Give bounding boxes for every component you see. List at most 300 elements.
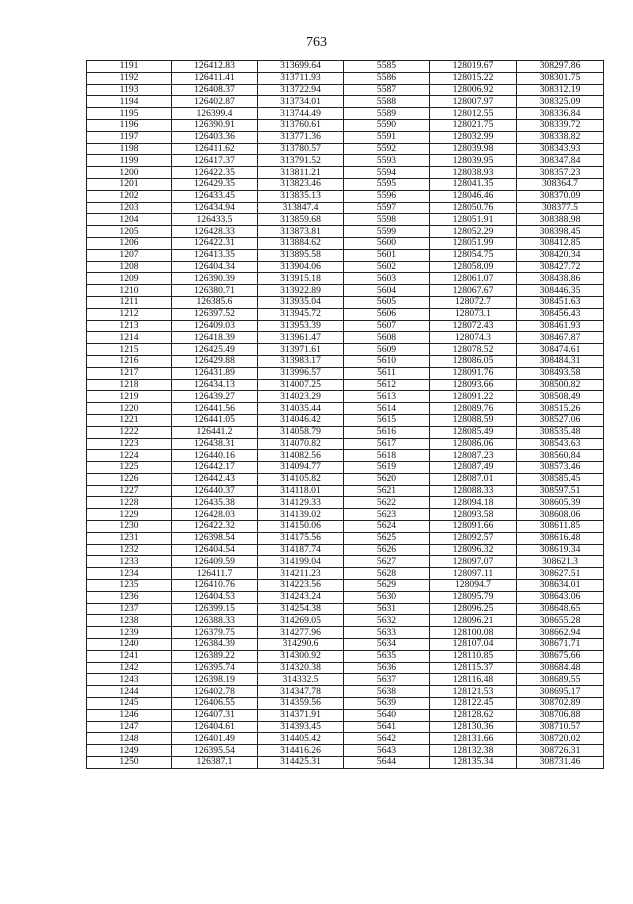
- left-point-number-cell: 1229: [87, 509, 172, 521]
- left-point-number-cell: 1226: [87, 473, 172, 485]
- right-y-coordinate-cell: 308398.45: [517, 226, 604, 238]
- right-x-coordinate-cell: 128021.75: [430, 119, 517, 131]
- left-x-coordinate-cell: 126429.88: [172, 355, 258, 367]
- right-point-number-cell: 5642: [344, 733, 430, 745]
- right-y-coordinate-cell: 308527.06: [517, 414, 604, 426]
- right-x-coordinate-cell: 128086.06: [430, 438, 517, 450]
- left-point-number-cell: 1200: [87, 167, 172, 179]
- left-point-number-cell: 1232: [87, 544, 172, 556]
- right-point-number-cell: 5614: [344, 403, 430, 415]
- left-y-coordinate-cell: 314094.77: [258, 462, 344, 474]
- right-y-coordinate-cell: 308643.06: [517, 591, 604, 603]
- left-y-coordinate-cell: 313961.47: [258, 332, 344, 344]
- left-y-coordinate-cell: 313884.62: [258, 237, 344, 249]
- right-point-number-cell: 5601: [344, 249, 430, 261]
- left-x-coordinate-cell: 126442.17: [172, 462, 258, 474]
- table-row: [87, 497, 604, 509]
- left-x-coordinate-cell: 126390.39: [172, 273, 258, 285]
- left-point-number-cell: 1219: [87, 391, 172, 403]
- right-point-number-cell: 5593: [344, 155, 430, 167]
- left-x-coordinate-cell: 126402.87: [172, 96, 258, 108]
- coordinates-table-body: [87, 61, 604, 769]
- table-row: [87, 379, 604, 391]
- left-y-coordinate-cell: 314243.24: [258, 591, 344, 603]
- left-y-coordinate-cell: 313873.81: [258, 226, 344, 238]
- left-y-coordinate-cell: 313811.21: [258, 167, 344, 179]
- right-point-number-cell: 5594: [344, 167, 430, 179]
- left-x-coordinate-cell: 126411.41: [172, 72, 258, 84]
- right-x-coordinate-cell: 128015.22: [430, 72, 517, 84]
- right-point-number-cell: 5617: [344, 438, 430, 450]
- left-x-coordinate-cell: 126422.31: [172, 237, 258, 249]
- right-x-coordinate-cell: 128097.07: [430, 556, 517, 568]
- right-y-coordinate-cell: 308619.34: [517, 544, 604, 556]
- left-point-number-cell: 1204: [87, 214, 172, 226]
- table-row: [87, 332, 604, 344]
- table-row: [87, 568, 604, 580]
- left-point-number-cell: 1192: [87, 72, 172, 84]
- right-x-coordinate-cell: 128038.93: [430, 167, 517, 179]
- left-point-number-cell: 1227: [87, 485, 172, 497]
- right-y-coordinate-cell: 308347.84: [517, 155, 604, 167]
- left-x-coordinate-cell: 126410.76: [172, 580, 258, 592]
- left-x-coordinate-cell: 126406.55: [172, 698, 258, 710]
- right-point-number-cell: 5588: [344, 96, 430, 108]
- left-y-coordinate-cell: 313711.93: [258, 72, 344, 84]
- right-x-coordinate-cell: 128085.49: [430, 426, 517, 438]
- left-x-coordinate-cell: 126431.89: [172, 367, 258, 379]
- table-row: [87, 131, 604, 143]
- right-point-number-cell: 5598: [344, 214, 430, 226]
- left-x-coordinate-cell: 126428.33: [172, 226, 258, 238]
- left-y-coordinate-cell: 313734.01: [258, 96, 344, 108]
- left-point-number-cell: 1211: [87, 296, 172, 308]
- right-y-coordinate-cell: 308456.43: [517, 308, 604, 320]
- table-row: [87, 426, 604, 438]
- right-point-number-cell: 5589: [344, 108, 430, 120]
- left-point-number-cell: 1221: [87, 414, 172, 426]
- left-x-coordinate-cell: 126441.05: [172, 414, 258, 426]
- left-y-coordinate-cell: 313904.06: [258, 261, 344, 273]
- right-y-coordinate-cell: 308325.09: [517, 96, 604, 108]
- left-x-coordinate-cell: 126387.1: [172, 757, 258, 769]
- right-y-coordinate-cell: 308726.31: [517, 745, 604, 757]
- right-x-coordinate-cell: 128092.57: [430, 532, 517, 544]
- left-x-coordinate-cell: 126398.54: [172, 532, 258, 544]
- right-x-coordinate-cell: 128130.36: [430, 721, 517, 733]
- table-row: [87, 237, 604, 249]
- right-point-number-cell: 5587: [344, 84, 430, 96]
- right-x-coordinate-cell: 128096.25: [430, 603, 517, 615]
- right-point-number-cell: 5636: [344, 662, 430, 674]
- right-x-coordinate-cell: 128051.91: [430, 214, 517, 226]
- left-point-number-cell: 1235: [87, 580, 172, 592]
- left-y-coordinate-cell: 314211.23: [258, 568, 344, 580]
- left-x-coordinate-cell: 126413.35: [172, 249, 258, 261]
- left-y-coordinate-cell: 313823.46: [258, 178, 344, 190]
- left-x-coordinate-cell: 126404.54: [172, 544, 258, 556]
- right-y-coordinate-cell: 308634.01: [517, 580, 604, 592]
- table-row: [87, 450, 604, 462]
- right-point-number-cell: 5626: [344, 544, 430, 556]
- table-row: [87, 650, 604, 662]
- right-y-coordinate-cell: 308461.93: [517, 320, 604, 332]
- left-point-number-cell: 1240: [87, 639, 172, 651]
- left-y-coordinate-cell: 313699.64: [258, 61, 344, 73]
- right-x-coordinate-cell: 128110.85: [430, 650, 517, 662]
- right-x-coordinate-cell: 128096.21: [430, 615, 517, 627]
- left-point-number-cell: 1206: [87, 237, 172, 249]
- left-point-number-cell: 1222: [87, 426, 172, 438]
- left-x-coordinate-cell: 126409.59: [172, 556, 258, 568]
- right-point-number-cell: 5595: [344, 178, 430, 190]
- table-row: [87, 214, 604, 226]
- right-point-number-cell: 5633: [344, 627, 430, 639]
- right-y-coordinate-cell: 308684.48: [517, 662, 604, 674]
- left-y-coordinate-cell: 313996.57: [258, 367, 344, 379]
- table-row: [87, 61, 604, 73]
- right-x-coordinate-cell: 128116.48: [430, 674, 517, 686]
- right-y-coordinate-cell: 308655.28: [517, 615, 604, 627]
- right-y-coordinate-cell: 308702.89: [517, 698, 604, 710]
- left-y-coordinate-cell: 314300.92: [258, 650, 344, 662]
- right-point-number-cell: 5627: [344, 556, 430, 568]
- left-y-coordinate-cell: 313771.36: [258, 131, 344, 143]
- right-x-coordinate-cell: 128086.05: [430, 355, 517, 367]
- left-point-number-cell: 1191: [87, 61, 172, 73]
- left-x-coordinate-cell: 126441.56: [172, 403, 258, 415]
- table-row: [87, 438, 604, 450]
- right-point-number-cell: 5623: [344, 509, 430, 521]
- right-y-coordinate-cell: 308451.63: [517, 296, 604, 308]
- left-y-coordinate-cell: 314187.74: [258, 544, 344, 556]
- table-row: [87, 674, 604, 686]
- page-number: 763: [306, 35, 327, 50]
- left-y-coordinate-cell: 314175.56: [258, 532, 344, 544]
- right-x-coordinate-cell: 128039.95: [430, 155, 517, 167]
- left-x-coordinate-cell: 126407.31: [172, 709, 258, 721]
- table-row: [87, 143, 604, 155]
- right-point-number-cell: 5607: [344, 320, 430, 332]
- table-row: [87, 721, 604, 733]
- left-y-coordinate-cell: 314332.5: [258, 674, 344, 686]
- right-point-number-cell: 5585: [344, 61, 430, 73]
- table-row: [87, 249, 604, 261]
- right-x-coordinate-cell: 128122.45: [430, 698, 517, 710]
- right-point-number-cell: 5596: [344, 190, 430, 202]
- table-row: [87, 367, 604, 379]
- left-x-coordinate-cell: 126434.13: [172, 379, 258, 391]
- left-x-coordinate-cell: 126379.75: [172, 627, 258, 639]
- right-y-coordinate-cell: 308616.48: [517, 532, 604, 544]
- left-x-coordinate-cell: 126390.91: [172, 119, 258, 131]
- right-y-coordinate-cell: 308535.48: [517, 426, 604, 438]
- left-point-number-cell: 1213: [87, 320, 172, 332]
- right-point-number-cell: 5624: [344, 521, 430, 533]
- table-row: [87, 698, 604, 710]
- right-y-coordinate-cell: 308343.93: [517, 143, 604, 155]
- table-row: [87, 414, 604, 426]
- right-y-coordinate-cell: 308493.58: [517, 367, 604, 379]
- right-point-number-cell: 5635: [344, 650, 430, 662]
- right-point-number-cell: 5611: [344, 367, 430, 379]
- right-y-coordinate-cell: 308357.23: [517, 167, 604, 179]
- table-row: [87, 521, 604, 533]
- left-point-number-cell: 1202: [87, 190, 172, 202]
- left-point-number-cell: 1198: [87, 143, 172, 155]
- table-row: [87, 639, 604, 651]
- right-x-coordinate-cell: 128019.67: [430, 61, 517, 73]
- right-point-number-cell: 5621: [344, 485, 430, 497]
- right-point-number-cell: 5640: [344, 709, 430, 721]
- left-point-number-cell: 1201: [87, 178, 172, 190]
- left-y-coordinate-cell: 314082.56: [258, 450, 344, 462]
- left-point-number-cell: 1234: [87, 568, 172, 580]
- table-row: [87, 285, 604, 297]
- right-y-coordinate-cell: 308611.85: [517, 521, 604, 533]
- right-x-coordinate-cell: 128093.58: [430, 509, 517, 521]
- left-point-number-cell: 1237: [87, 603, 172, 615]
- right-x-coordinate-cell: 128094.18: [430, 497, 517, 509]
- right-y-coordinate-cell: 308706.88: [517, 709, 604, 721]
- left-y-coordinate-cell: 314199.04: [258, 556, 344, 568]
- table-row: [87, 757, 604, 769]
- left-point-number-cell: 1208: [87, 261, 172, 273]
- right-y-coordinate-cell: 308388.98: [517, 214, 604, 226]
- right-point-number-cell: 5600: [344, 237, 430, 249]
- right-y-coordinate-cell: 308446.35: [517, 285, 604, 297]
- left-y-coordinate-cell: 314359.56: [258, 698, 344, 710]
- left-x-coordinate-cell: 126433.45: [172, 190, 258, 202]
- left-y-coordinate-cell: 314105.82: [258, 473, 344, 485]
- left-x-coordinate-cell: 126408.37: [172, 84, 258, 96]
- right-x-coordinate-cell: 128107.04: [430, 639, 517, 651]
- table-row: [87, 544, 604, 556]
- left-point-number-cell: 1228: [87, 497, 172, 509]
- left-x-coordinate-cell: 126404.53: [172, 591, 258, 603]
- right-y-coordinate-cell: 308336.84: [517, 108, 604, 120]
- right-y-coordinate-cell: 308370.09: [517, 190, 604, 202]
- left-point-number-cell: 1216: [87, 355, 172, 367]
- left-point-number-cell: 1231: [87, 532, 172, 544]
- right-point-number-cell: 5602: [344, 261, 430, 273]
- right-y-coordinate-cell: 308695.17: [517, 686, 604, 698]
- table-row: [87, 296, 604, 308]
- left-y-coordinate-cell: 314058.79: [258, 426, 344, 438]
- left-point-number-cell: 1197: [87, 131, 172, 143]
- left-y-coordinate-cell: 314254.38: [258, 603, 344, 615]
- left-x-coordinate-cell: 126435.38: [172, 497, 258, 509]
- left-point-number-cell: 1224: [87, 450, 172, 462]
- right-x-coordinate-cell: 128054.75: [430, 249, 517, 261]
- left-x-coordinate-cell: 126388.33: [172, 615, 258, 627]
- left-x-coordinate-cell: 126411.62: [172, 143, 258, 155]
- right-y-coordinate-cell: 308543.63: [517, 438, 604, 450]
- left-x-coordinate-cell: 126442.43: [172, 473, 258, 485]
- right-y-coordinate-cell: 308731.46: [517, 757, 604, 769]
- right-x-coordinate-cell: 128096.32: [430, 544, 517, 556]
- left-y-coordinate-cell: 314393.45: [258, 721, 344, 733]
- left-y-coordinate-cell: 313760.61: [258, 119, 344, 131]
- left-point-number-cell: 1193: [87, 84, 172, 96]
- table-row: [87, 532, 604, 544]
- left-point-number-cell: 1223: [87, 438, 172, 450]
- right-point-number-cell: 5610: [344, 355, 430, 367]
- left-y-coordinate-cell: 313791.52: [258, 155, 344, 167]
- right-y-coordinate-cell: 308484.31: [517, 355, 604, 367]
- left-point-number-cell: 1220: [87, 403, 172, 415]
- left-y-coordinate-cell: 313971.61: [258, 344, 344, 356]
- right-point-number-cell: 5615: [344, 414, 430, 426]
- left-point-number-cell: 1230: [87, 521, 172, 533]
- left-point-number-cell: 1215: [87, 344, 172, 356]
- left-point-number-cell: 1195: [87, 108, 172, 120]
- left-y-coordinate-cell: 313983.17: [258, 355, 344, 367]
- left-point-number-cell: 1194: [87, 96, 172, 108]
- left-x-coordinate-cell: 126398.19: [172, 674, 258, 686]
- left-point-number-cell: 1214: [87, 332, 172, 344]
- right-point-number-cell: 5590: [344, 119, 430, 131]
- right-x-coordinate-cell: 128088.33: [430, 485, 517, 497]
- left-y-coordinate-cell: 314269.05: [258, 615, 344, 627]
- right-point-number-cell: 5639: [344, 698, 430, 710]
- left-point-number-cell: 1238: [87, 615, 172, 627]
- right-y-coordinate-cell: 308621.3: [517, 556, 604, 568]
- right-x-coordinate-cell: 128095.79: [430, 591, 517, 603]
- left-x-coordinate-cell: 126440.37: [172, 485, 258, 497]
- table-row: [87, 509, 604, 521]
- right-y-coordinate-cell: 308605.39: [517, 497, 604, 509]
- right-y-coordinate-cell: 308412.85: [517, 237, 604, 249]
- table-row: [87, 556, 604, 568]
- right-point-number-cell: 5638: [344, 686, 430, 698]
- right-point-number-cell: 5599: [344, 226, 430, 238]
- left-y-coordinate-cell: 313835.13: [258, 190, 344, 202]
- right-point-number-cell: 5618: [344, 450, 430, 462]
- right-y-coordinate-cell: 308515.26: [517, 403, 604, 415]
- left-x-coordinate-cell: 126422.32: [172, 521, 258, 533]
- right-x-coordinate-cell: 128087.49: [430, 462, 517, 474]
- left-y-coordinate-cell: 313922.89: [258, 285, 344, 297]
- right-y-coordinate-cell: 308339.72: [517, 119, 604, 131]
- left-point-number-cell: 1205: [87, 226, 172, 238]
- right-x-coordinate-cell: 128094.7: [430, 580, 517, 592]
- right-y-coordinate-cell: 308560.84: [517, 450, 604, 462]
- left-y-coordinate-cell: 314425.31: [258, 757, 344, 769]
- right-x-coordinate-cell: 128007.97: [430, 96, 517, 108]
- right-y-coordinate-cell: 308508.49: [517, 391, 604, 403]
- right-y-coordinate-cell: 308648.65: [517, 603, 604, 615]
- right-x-coordinate-cell: 128006.92: [430, 84, 517, 96]
- right-x-coordinate-cell: 128100.08: [430, 627, 517, 639]
- table-row: [87, 391, 604, 403]
- right-x-coordinate-cell: 128073.1: [430, 308, 517, 320]
- right-y-coordinate-cell: 308627.51: [517, 568, 604, 580]
- left-point-number-cell: 1247: [87, 721, 172, 733]
- left-y-coordinate-cell: 314416.26: [258, 745, 344, 757]
- right-y-coordinate-cell: 308671.71: [517, 639, 604, 651]
- right-x-coordinate-cell: 128051.99: [430, 237, 517, 249]
- right-y-coordinate-cell: 308312.19: [517, 84, 604, 96]
- right-point-number-cell: 5591: [344, 131, 430, 143]
- left-y-coordinate-cell: 313780.57: [258, 143, 344, 155]
- right-y-coordinate-cell: 308474.61: [517, 344, 604, 356]
- left-point-number-cell: 1239: [87, 627, 172, 639]
- left-y-coordinate-cell: 313935.04: [258, 296, 344, 308]
- left-y-coordinate-cell: 314070.82: [258, 438, 344, 450]
- right-y-coordinate-cell: 308597.51: [517, 485, 604, 497]
- left-y-coordinate-cell: 313847.4: [258, 202, 344, 214]
- left-y-coordinate-cell: 313895.58: [258, 249, 344, 261]
- left-point-number-cell: 1249: [87, 745, 172, 757]
- left-x-coordinate-cell: 126404.61: [172, 721, 258, 733]
- table-row: [87, 745, 604, 757]
- right-x-coordinate-cell: 128115.37: [430, 662, 517, 674]
- right-y-coordinate-cell: 308689.55: [517, 674, 604, 686]
- right-point-number-cell: 5632: [344, 615, 430, 627]
- table-row: [87, 167, 604, 179]
- left-point-number-cell: 1203: [87, 202, 172, 214]
- right-x-coordinate-cell: 128046.46: [430, 190, 517, 202]
- right-point-number-cell: 5612: [344, 379, 430, 391]
- right-x-coordinate-cell: 128087.01: [430, 473, 517, 485]
- right-x-coordinate-cell: 128012.55: [430, 108, 517, 120]
- right-y-coordinate-cell: 308608.06: [517, 509, 604, 521]
- table-row: [87, 320, 604, 332]
- left-y-coordinate-cell: 314007.25: [258, 379, 344, 391]
- right-y-coordinate-cell: 308662.94: [517, 627, 604, 639]
- right-point-number-cell: 5606: [344, 308, 430, 320]
- table-row: [87, 261, 604, 273]
- table-row: [87, 709, 604, 721]
- right-x-coordinate-cell: 128121.53: [430, 686, 517, 698]
- left-x-coordinate-cell: 126403.36: [172, 131, 258, 143]
- table-row: [87, 591, 604, 603]
- left-y-coordinate-cell: 314347.78: [258, 686, 344, 698]
- table-row: [87, 308, 604, 320]
- right-x-coordinate-cell: 128131.66: [430, 733, 517, 745]
- right-y-coordinate-cell: 308427.72: [517, 261, 604, 273]
- right-y-coordinate-cell: 308438.86: [517, 273, 604, 285]
- table-row: [87, 190, 604, 202]
- right-point-number-cell: 5643: [344, 745, 430, 757]
- right-y-coordinate-cell: 308467.87: [517, 332, 604, 344]
- left-point-number-cell: 1242: [87, 662, 172, 674]
- left-x-coordinate-cell: 126385.6: [172, 296, 258, 308]
- right-y-coordinate-cell: 308420.34: [517, 249, 604, 261]
- left-x-coordinate-cell: 126422.35: [172, 167, 258, 179]
- right-y-coordinate-cell: 308377.5: [517, 202, 604, 214]
- left-x-coordinate-cell: 126440.16: [172, 450, 258, 462]
- right-y-coordinate-cell: 308573.46: [517, 462, 604, 474]
- left-x-coordinate-cell: 126411.7: [172, 568, 258, 580]
- right-x-coordinate-cell: 128087.23: [430, 450, 517, 462]
- right-x-coordinate-cell: 128074.3: [430, 332, 517, 344]
- table-row: [87, 72, 604, 84]
- table-row: [87, 462, 604, 474]
- left-point-number-cell: 1218: [87, 379, 172, 391]
- table-row: [87, 686, 604, 698]
- right-x-coordinate-cell: 128093.66: [430, 379, 517, 391]
- right-y-coordinate-cell: 308675.66: [517, 650, 604, 662]
- table-row: [87, 627, 604, 639]
- left-x-coordinate-cell: 126399.15: [172, 603, 258, 615]
- left-y-coordinate-cell: 314277.96: [258, 627, 344, 639]
- table-row: [87, 615, 604, 627]
- left-point-number-cell: 1212: [87, 308, 172, 320]
- left-point-number-cell: 1217: [87, 367, 172, 379]
- left-x-coordinate-cell: 126380.71: [172, 285, 258, 297]
